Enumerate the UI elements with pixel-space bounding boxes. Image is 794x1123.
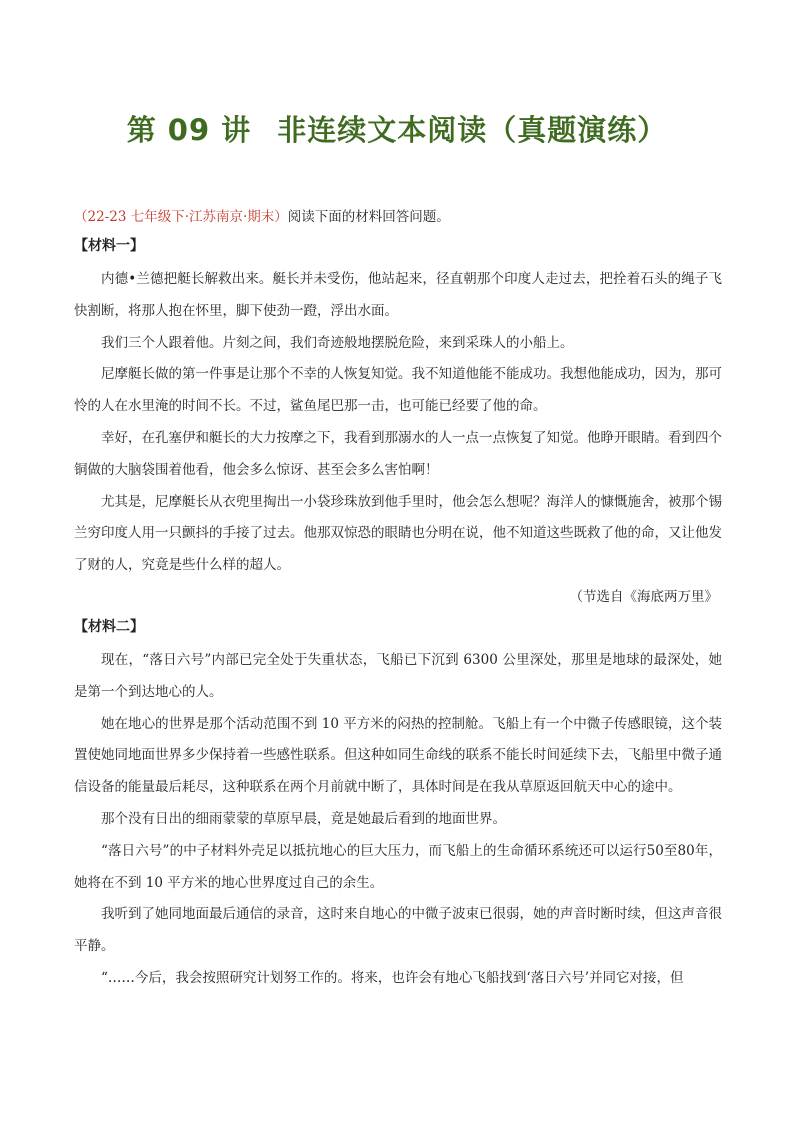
material1-paragraph: 尼摩艇长做的第一件事是让那个不幸的人恢复知觉。我不知道他能不能成功。我想他能成功，因为，那可怜的人在水里淹的时间不长。不过，鲨鱼尾巴那一击，也可能已经要了他的命。 (74, 366, 722, 415)
material1-paragraph: 内德•兰德把艇长解救出来。艇长并未受伤，他站起来，径直朝那个印度人走过去，把拴着石头的绳子飞快割断，将那人抱在怀里，脚下使劲一蹬，浮出水面。 (74, 271, 722, 319)
material2-paragraph: 那个没有日出的细雨蒙蒙的草原早晨，竟是她最后看到的地面世界。 (101, 810, 506, 827)
source-close-paren: ） (274, 209, 288, 225)
material2-paragraph: “落日六号”的中子材料外壳足以抵抗地心的巨大压力，而飞船上的生命循环系统还可以运行50至80年，她将在不到 10 平方米的地心世界度过自己的余生。 (74, 842, 722, 891)
source-open-paren: （ (74, 209, 88, 225)
question-source (74, 206, 722, 228)
material1-heading: 【材料一】 (74, 238, 144, 254)
document-body (74, 206, 722, 995)
material1-paragraph: 尤其是，尼摩艇长从衣兜里掏出一小袋珍珠放到他手里时，他会怎么想呢？海洋人的慷慨施舍，被那个锡兰穷印度人用一只颤抖的手接了过去。他那双惊恐的眼睛也分明在说，他不知道这些既救了他的命，又让他发了财的人，究竟是些什么样的超人。 (74, 493, 722, 574)
title-topic: 非连续文本阅读（真题演练） (277, 113, 668, 147)
title-lecture: 第 09 讲 (126, 113, 252, 147)
material2-heading: 【材料二】 (74, 618, 144, 635)
source-tag: 22-23 七年级下·江苏南京·期末 (87, 209, 275, 225)
material1-attribution: （节选自《海底两万里》 (569, 588, 718, 605)
material1-paragraph: 幸好，在孔塞伊和艇长的大力按摩之下，我看到那溺水的人一点一点恢复了知觉。他睁开眼睛。看到四个铜做的大脑袋围着他看，他会多么惊讶、甚至会多么害怕啊！ (74, 429, 722, 478)
material2-paragraph: “……今后，我会按照研究计划努工作的。将来，也许会有地心飞船找到‘落日六号’并同它对接，但 (101, 969, 684, 986)
material2-paragraph: 她在地心的世界是那个活动范围不到 10 平方米的闷热的控制舱。飞船上有一个中微子传感眼镜，这个装置使她同地面世界多少保持着一些感性联系。但这种如同生命线的联系不能长时间延续下去，飞船里中微子通信设备的能量最后耗尽，这种联系在两个月前就中断了，具体时间是在我从草原返回航天中心的途中。 (74, 715, 722, 796)
source-instruction: 阅读下面的材料回答问题。 (287, 209, 450, 225)
material1-paragraph: 我们三个人跟着他。片刻之间，我们奇迹般地摆脱危险，来到采珠人的小船上。 (101, 334, 574, 351)
page-title (0, 108, 794, 149)
material2-paragraph: 我听到了她同地面最后通信的录音，这时来自地心的中微子波束已很弱，她的声音时断时续，但这声音很平静。 (74, 906, 722, 955)
material2-paragraph: 现在，“落日六号”内部已完全处于失重状态，飞船已下沉到 6300 公里深处，那里是地球的最深处，她是第一个到达地心的人。 (74, 651, 722, 700)
